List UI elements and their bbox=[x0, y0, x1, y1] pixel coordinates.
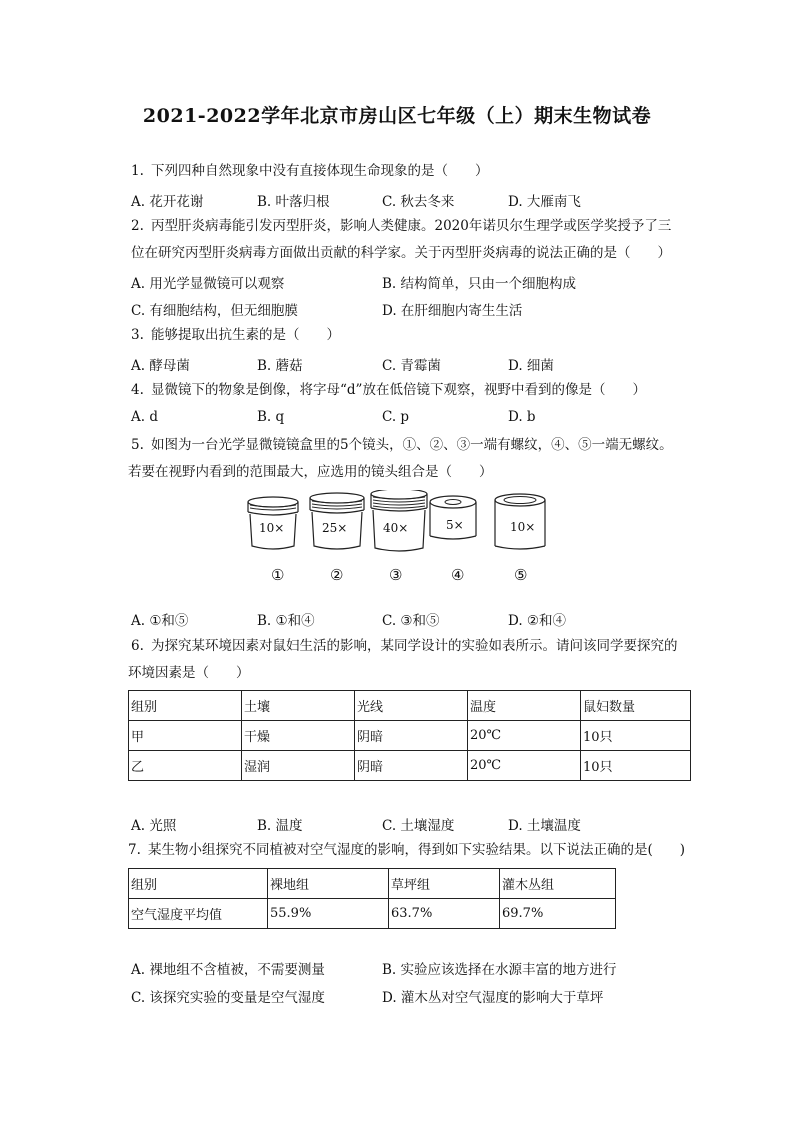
q2-option-b: B. 结构简单，只由一个细胞构成 bbox=[382, 276, 577, 292]
lens-3-number: ③ bbox=[389, 566, 403, 584]
experiment-table-2 bbox=[128, 868, 616, 929]
question-text: 丙型肝炎病毒能引发丙型肝炎，影响人类健康。2020年诺贝尔生理学或医学奖授予了三 bbox=[151, 218, 672, 234]
q5-option-b: B. ①和④ bbox=[257, 613, 315, 629]
lens-2-number: ② bbox=[330, 566, 344, 584]
table-cell: 20℃ bbox=[468, 751, 581, 781]
page-title: 2021-2022学年北京市房山区七年级（上）期末生物试卷 bbox=[142, 105, 652, 127]
q2-option-a: A. 用光学显微镜可以观察 bbox=[131, 276, 285, 292]
question-text: 某生物小组探究不同植被对空气湿度的影响，得到如下实验结果。以下说法正确的是( ) bbox=[148, 842, 686, 858]
q4-option-b: B. q bbox=[257, 409, 285, 425]
q6-option-d: D. 土壤温度 bbox=[508, 818, 581, 834]
question-text: 如图为一台光学显微镜镜盒里的5个镜头，①、②、③一端有螺纹，④、⑤一端无螺纹。 bbox=[151, 437, 673, 453]
table-cell: 裸地组 bbox=[268, 869, 389, 899]
question-number: 1. bbox=[131, 163, 144, 179]
table-cell: 63.7% bbox=[389, 899, 500, 929]
q5-option-d: D. ②和④ bbox=[508, 613, 567, 629]
lens-4-label: 5× bbox=[446, 518, 464, 532]
question-5 bbox=[131, 436, 673, 454]
q7-option-c: C. 该探究实验的变量是空气湿度 bbox=[131, 990, 325, 1006]
table-cell: 55.9% bbox=[268, 899, 389, 929]
question-3 bbox=[131, 326, 340, 344]
table-cell: 组别 bbox=[129, 869, 268, 899]
question-6 bbox=[131, 637, 678, 655]
question-number: 4. bbox=[131, 382, 144, 398]
table-cell: 69.7% bbox=[500, 899, 616, 929]
table-cell: 阴暗 bbox=[355, 721, 468, 751]
question-6-cont: 环境因素是（ ） bbox=[128, 665, 250, 681]
table-cell: 10只 bbox=[581, 751, 691, 781]
q5-option-a: A. ①和⑤ bbox=[131, 613, 189, 629]
question-7 bbox=[128, 841, 685, 859]
table-cell: 乙 bbox=[129, 751, 242, 781]
table-row bbox=[129, 721, 691, 751]
question-text: 下列四种自然现象中没有直接体现生命现象的是（ ） bbox=[151, 163, 489, 179]
q3-option-d: D. 细菌 bbox=[508, 358, 554, 374]
table-cell: 干燥 bbox=[242, 721, 355, 751]
q1-option-c: C. 秋去冬来 bbox=[382, 194, 455, 210]
question-1 bbox=[131, 162, 489, 180]
q2-option-d: D. 在肝细胞内寄生生活 bbox=[382, 303, 523, 319]
lens-1-label: 10× bbox=[259, 521, 285, 535]
q7-option-d: D. 灌木丛对空气湿度的影响大于草坪 bbox=[382, 990, 604, 1006]
q3-option-c: C. 青霉菌 bbox=[382, 358, 441, 374]
question-number: 5. bbox=[131, 437, 144, 453]
table-cell: 阴暗 bbox=[355, 751, 468, 781]
table-cell: 20℃ bbox=[468, 721, 581, 751]
table-cell: 湿润 bbox=[242, 751, 355, 781]
table-cell: 草坪组 bbox=[389, 869, 500, 899]
q1-option-b: B. 叶落归根 bbox=[257, 194, 330, 210]
question-number: 7. bbox=[128, 842, 141, 858]
question-text: 显微镜下的物象是倒像，将字母“d”放在低倍镜下观察，视野中看到的像是（ ） bbox=[151, 382, 646, 398]
table-cell: 10只 bbox=[581, 721, 691, 751]
q5-option-c: C. ③和⑤ bbox=[382, 613, 440, 629]
q4-option-d: D. b bbox=[508, 409, 536, 425]
table-cell: 温度 bbox=[468, 691, 581, 721]
table-cell: 灌木丛组 bbox=[500, 869, 616, 899]
table-cell: 组别 bbox=[129, 691, 242, 721]
q6-option-b: B. 温度 bbox=[257, 818, 303, 834]
experiment-table-1 bbox=[128, 690, 691, 781]
lens-5-number: ⑤ bbox=[514, 566, 528, 584]
lens-1-number: ① bbox=[271, 566, 285, 584]
question-text: 为探究某环境因素对鼠妇生活的影响，某同学设计的实验如表所示。请问该同学要探究的 bbox=[151, 638, 678, 654]
lens-3-label: 40× bbox=[383, 521, 409, 535]
table-cell: 光线 bbox=[355, 691, 468, 721]
q7-option-b: B. 实验应该选择在水源丰富的地方进行 bbox=[382, 962, 617, 978]
table-row bbox=[129, 751, 691, 781]
table-cell: 甲 bbox=[129, 721, 242, 751]
q2-option-c: C. 有细胞结构，但无细胞膜 bbox=[131, 303, 298, 319]
q1-option-d: D. 大雁南飞 bbox=[508, 194, 581, 210]
question-4 bbox=[131, 381, 646, 399]
question-number: 2. bbox=[131, 218, 144, 234]
table-cell: 鼠妇数量 bbox=[581, 691, 691, 721]
q6-option-a: A. 光照 bbox=[131, 818, 177, 834]
q3-option-a: A. 酵母菌 bbox=[131, 358, 190, 374]
question-2 bbox=[131, 217, 671, 235]
table-cell: 土壤 bbox=[242, 691, 355, 721]
lens-2-label: 25× bbox=[322, 521, 348, 535]
table-row bbox=[129, 691, 691, 721]
lens-5-label: 10× bbox=[510, 520, 536, 534]
table-row bbox=[129, 869, 616, 899]
q3-option-b: B. 蘑菇 bbox=[257, 358, 303, 374]
q6-option-c: C. 土壤湿度 bbox=[382, 818, 455, 834]
question-2-cont: 位在研究丙型肝炎病毒方面做出贡献的科学家。关于丙型肝炎病毒的说法正确的是（ ） bbox=[131, 245, 671, 261]
q7-option-a: A. 裸地组不含植被，不需要测量 bbox=[131, 962, 325, 978]
question-text: 能够提取出抗生素的是（ ） bbox=[151, 327, 340, 343]
table-cell: 空气湿度平均值 bbox=[129, 899, 268, 929]
q4-option-c: C. p bbox=[382, 409, 410, 425]
table-row bbox=[129, 899, 616, 929]
q1-option-a: A. 花开花谢 bbox=[131, 194, 204, 210]
q4-option-a: A. d bbox=[131, 409, 158, 425]
lens-4-number: ④ bbox=[451, 566, 465, 584]
question-number: 6. bbox=[131, 638, 144, 654]
question-5-cont: 若要在视野内看到的范围最大，应选用的镜头组合是（ ） bbox=[128, 464, 493, 480]
question-number: 3. bbox=[131, 327, 144, 343]
